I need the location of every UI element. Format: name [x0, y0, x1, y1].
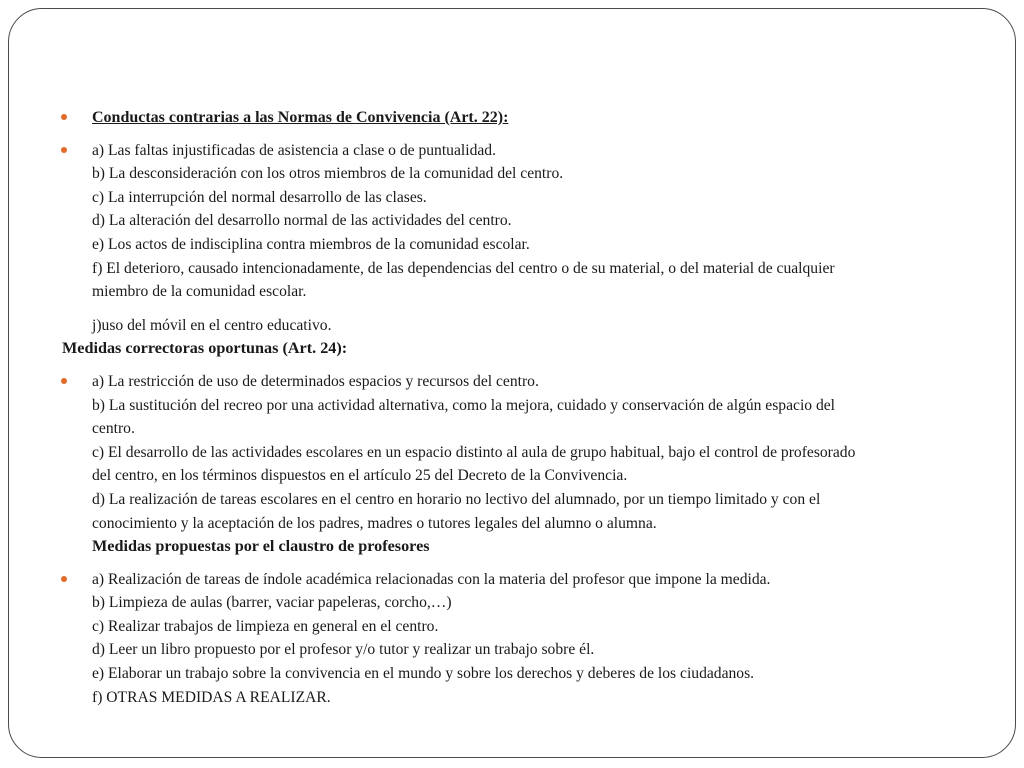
list-line: d) La alteración del desarrollo normal de las actividades del centro. [92, 212, 512, 230]
section-heading-conductas: Conductas contrarias a las Normas de Convivencia (Art. 22): [92, 109, 509, 126]
list-line-extra: j)uso del móvil en el centro educativo. [92, 316, 332, 334]
list-line: c) Realizar trabajos de limpieza en general en el centro. [92, 617, 439, 635]
list-line: f) OTRAS MEDIDAS A REALIZAR. [92, 688, 331, 706]
section-heading-medidas-correctoras-row [52, 337, 982, 361]
slide-content [52, 106, 982, 709]
bullet-item-conductas-list [52, 139, 982, 338]
list-line: centro. [92, 420, 135, 438]
list-line: conocimiento y la aceptación de los padres, madres o tutores legales del alumno o alumna. [92, 514, 657, 532]
bullet-item-heading-conductas [52, 106, 982, 130]
section-heading-claustro: Medidas propuestas por el claustro de profesores [92, 537, 430, 556]
list-line: b) La desconsideración con los otros miembros de la comunidad del centro. [92, 165, 564, 183]
bullet-dot-icon [61, 114, 67, 120]
bullet-dot-icon [61, 576, 67, 582]
list-line: b) La sustitución del recreo por una actividad alternativa, como la mejora, cuidado y conservación de algún espacio del [92, 396, 836, 414]
list-line: d) La realización de tareas escolares en el centro en horario no lectivo del alumnado, por un tiempo limitado y con el [92, 490, 821, 508]
list-line: a) Las faltas injustificadas de asistencia a clase o de puntualidad. [92, 141, 496, 159]
bullet-item-medidas-list [52, 370, 982, 559]
list-line: f) El deterioro, causado intencionadamente, de las dependencias del centro o de su material, o del material de cualquier [92, 259, 835, 277]
list-line: a) La restricción de uso de determinados espacios y recursos del centro. [92, 372, 539, 390]
bullet-item-claustro-list [52, 568, 982, 710]
bullet-dot-icon [61, 147, 67, 153]
list-line: d) Leer un libro propuesto por el profesor y/o tutor y realizar un trabajo sobre él. [92, 641, 595, 659]
list-line: del centro, en los términos dispuestos en el artículo 25 del Decreto de la Convivencia. [92, 467, 628, 485]
list-line: b) Limpieza de aulas (barrer, vaciar papeleras, corcho,…) [92, 594, 452, 612]
list-line: e) Los actos de indisciplina contra miembros de la comunidad escolar. [92, 235, 530, 253]
list-line: e) Elaborar un trabajo sobre la convivencia en el mundo y sobre los derechos y deberes de los ciudadanos. [92, 665, 755, 683]
list-line: c) La interrupción del normal desarrollo de las clases. [92, 188, 427, 206]
list-line: a) Realización de tareas de índole académica relacionadas con la materia del profesor que impone la medida. [92, 570, 771, 588]
list-line: c) El desarrollo de las actividades escolares en un espacio distinto al aula de grupo habitual, bajo el control de profesorado [92, 443, 856, 461]
section-heading-medidas-correctoras: Medidas correctoras oportunas (Art. 24): [62, 339, 348, 358]
bullet-dot-icon [61, 378, 67, 384]
list-line: miembro de la comunidad escolar. [92, 283, 307, 301]
